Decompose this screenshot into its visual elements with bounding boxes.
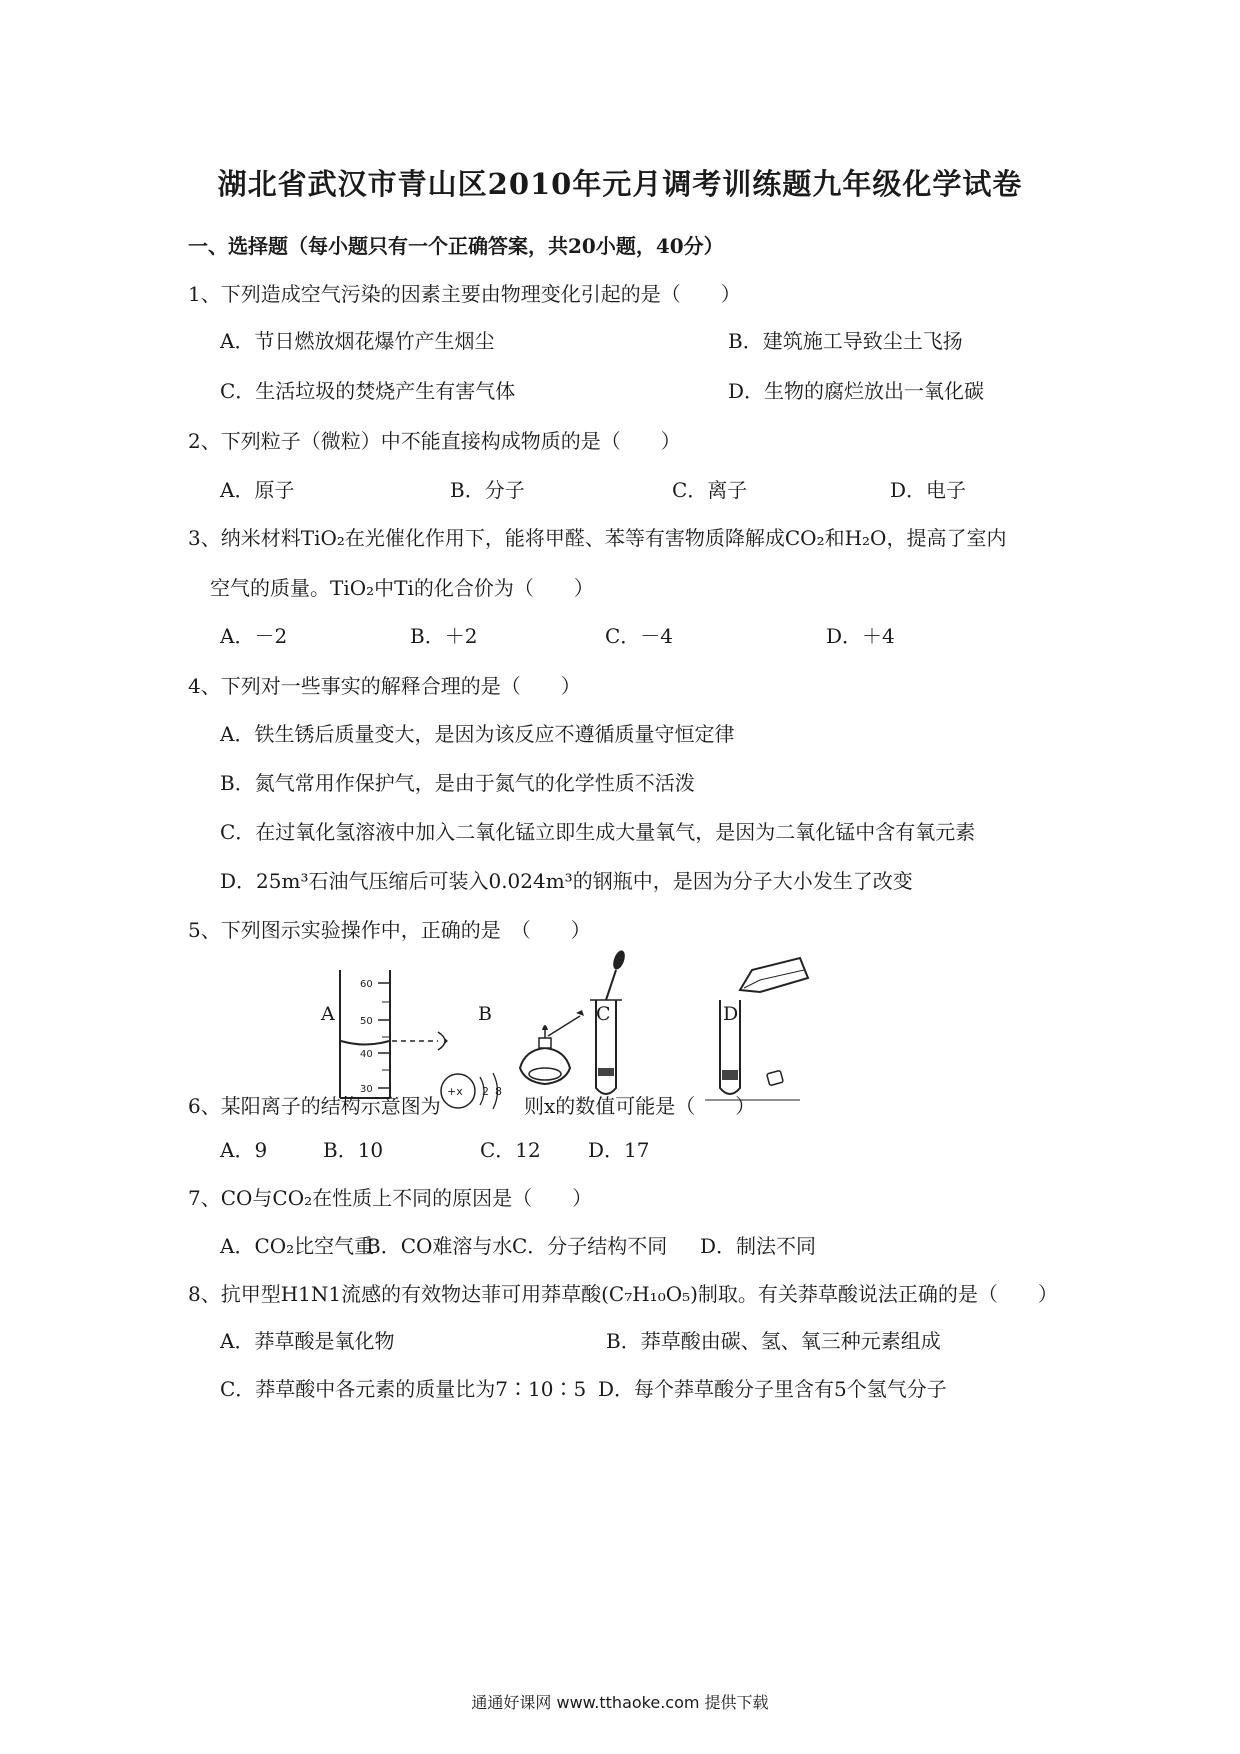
question-3-stem: 3、纳米材料TiO₂在光催化作用下，能将甲醛、苯等有害物质降解成CO₂和H₂O，提高了室内 <box>188 526 1007 550</box>
graduated-cylinder-drawing <box>340 970 448 1098</box>
q7-option-b: B．CO难溶与水 <box>366 1234 513 1258</box>
question-2-stem: 2、下列粒子（微粒）中不能直接构成物质的是（ ） <box>188 429 681 453</box>
page-footer: 通通好课网 www.tthaoke.com 提供下载 <box>471 1693 769 1712</box>
q8-option-c: C．莽草酸中各元素的质量比为7∶10∶5 <box>220 1377 587 1401</box>
q1-option-a: A．节日燃放烟花爆竹产生烟尘 <box>220 329 495 353</box>
cylinder-tick-50: 50 <box>360 1016 373 1027</box>
q7-option-c: C．分子结构不同 <box>512 1234 668 1258</box>
test-tube-pouring-drawing <box>705 958 808 1100</box>
ion-nucleus-label: +x <box>447 1085 463 1098</box>
question-8-stem: 8、抗甲型H1N1流感的有效物达菲可用莽草酸(C₇H₁₀O₅)制取。有关莽草酸说法正确的是（ ） <box>188 1282 1058 1306</box>
question-4-stem: 4、下列对一些事实的解释合理的是（ ） <box>188 674 581 698</box>
ion-shell-2: 8 <box>495 1085 502 1098</box>
alcohol-lamp-drawing <box>520 1010 584 1084</box>
q4-option-b: B．氮气常用作保护气，是由于氮气的化学性质不活泼 <box>220 771 695 795</box>
q6-option-c: C．12 <box>480 1138 541 1162</box>
q1-option-c: C．生活垃圾的焚烧产生有害气体 <box>220 379 516 403</box>
section-heading: 一、选择题（每小题只有一个正确答案，共20小题，40分） <box>188 234 724 258</box>
ion-structure-diagram <box>438 1063 508 1119</box>
q8-option-d: D．每个莽草酸分子里含有5个氢气分子 <box>598 1377 947 1401</box>
q7-option-a: A．CO₂比空气重 <box>220 1234 375 1258</box>
q2-option-b: B．分子 <box>450 478 525 502</box>
q5-figure-label-d: D <box>723 1003 739 1025</box>
question-7-stem: 7、CO与CO₂在性质上不同的原因是（ ） <box>188 1186 593 1210</box>
question-6-stem: 6、某阳离子的结构示意图为 <box>188 1094 441 1118</box>
q3-option-d: D．＋4 <box>826 624 895 648</box>
q4-option-c: C．在过氧化氢溶液中加入二氧化锰立即生成大量氧气，是因为二氧化锰中含有氧元素 <box>220 820 976 844</box>
question-1-stem: 1、下列造成空气污染的因素主要由物理变化引起的是（ ） <box>188 282 741 306</box>
question-6-stem-after: 则x的数值可能是（ ） <box>524 1094 756 1118</box>
q3-option-a: A．－2 <box>220 624 288 648</box>
q3-option-c: C．－4 <box>605 624 674 648</box>
q5-figure-label-b: B <box>478 1003 492 1025</box>
q4-option-a: A．铁生锈后质量变大，是因为该反应不遵循质量守恒定律 <box>220 722 735 746</box>
q8-option-a: A．莽草酸是氧化物 <box>220 1329 395 1353</box>
cylinder-tick-40: 40 <box>360 1049 373 1060</box>
question-3-stem-cont: 空气的质量。TiO₂中Ti的化合价为（ ） <box>210 576 594 600</box>
q6-option-d: D．17 <box>588 1138 650 1162</box>
exam-title: 湖北省武汉市青山区2010年元月调考训练题九年级化学试卷 <box>217 167 1023 201</box>
q5-figure-label-a: A <box>321 1003 335 1025</box>
q8-option-b: B．莽草酸由碳、氢、氧三种元素组成 <box>606 1329 941 1353</box>
q1-option-b: B．建筑施工导致尘土飞扬 <box>728 329 963 353</box>
q2-option-d: D．电子 <box>890 478 967 502</box>
cylinder-tick-60: 60 <box>360 979 373 990</box>
q6-option-b: B．10 <box>323 1138 384 1162</box>
q6-option-a: A．9 <box>220 1138 268 1162</box>
q3-option-b: B．＋2 <box>410 624 478 648</box>
q1-option-d: D．生物的腐烂放出一氧化碳 <box>728 379 985 403</box>
q4-option-d: D．25m³石油气压缩后可装入0.024m³的钢瓶中，是因为分子大小发生了改变 <box>220 869 913 893</box>
q7-option-d: D．制法不同 <box>700 1234 817 1258</box>
cylinder-tick-30: 30 <box>360 1084 373 1095</box>
q2-option-a: A．原子 <box>220 478 295 502</box>
eye-icon <box>440 1034 448 1048</box>
q5-figure-label-c: C <box>596 1003 611 1025</box>
ion-shell-1: 2 <box>482 1085 489 1098</box>
q2-option-c: C．离子 <box>672 478 748 502</box>
question-5-stem: 5、下列图示实验操作中，正确的是 （ ） <box>188 918 591 942</box>
